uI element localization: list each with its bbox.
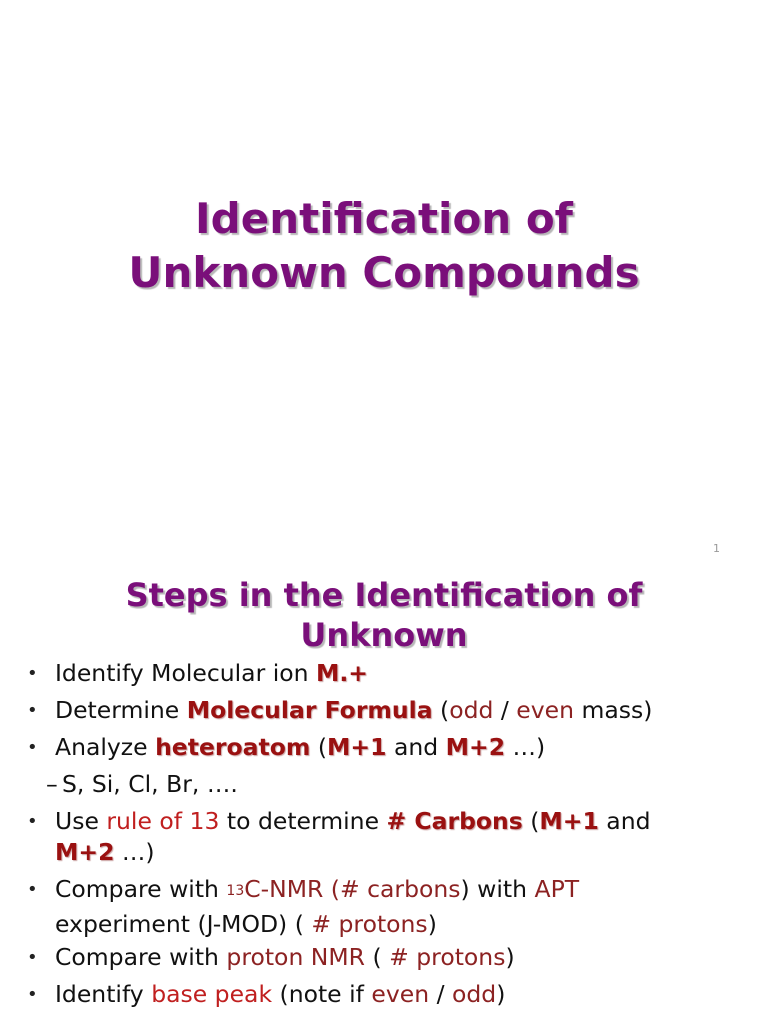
section-title (0, 575, 768, 655)
dash-icon: – (46, 770, 58, 798)
title-line-2: Unknown Compounds (128, 248, 640, 297)
bullet-item: • Analyze heteroatom (M+1 and M+2 …) (27, 733, 546, 761)
bullet-icon: • (27, 700, 38, 721)
bullet-icon: • (27, 947, 38, 968)
bullet-item: • Determine Molecular Formula (odd / even mass) (27, 696, 653, 724)
bullet-item: • Use rule of 13 to determine # Carbons (M+1 and M+2 …) (27, 807, 651, 866)
sub-bullet-item: – S, Si, Cl, Br, …. (46, 770, 238, 798)
bullet-icon: • (27, 879, 38, 900)
slide-title (0, 192, 768, 300)
section-title-line-2: Unknown (300, 616, 468, 654)
bullet-icon: • (27, 737, 38, 758)
bullet-item: • Compare with proton NMR ( # protons) (27, 943, 515, 971)
bullet-item: • Identify Molecular ion M.+ (27, 659, 368, 687)
title-line-1: Identification of (195, 194, 573, 243)
page-number: 1 (713, 542, 720, 555)
bullet-item: • Identify base peak (note if even / odd) (27, 980, 506, 1008)
bullet-item: • Compare with $^{13}$C-NMR (# carbons) with APT experiment (J-MOD) ( # protons) (27, 875, 580, 938)
bullet-icon: • (27, 811, 38, 832)
bullet-icon: • (27, 663, 38, 684)
bullet-icon: • (27, 984, 38, 1005)
section-title-line-1: Steps in the Identification of (125, 576, 643, 614)
